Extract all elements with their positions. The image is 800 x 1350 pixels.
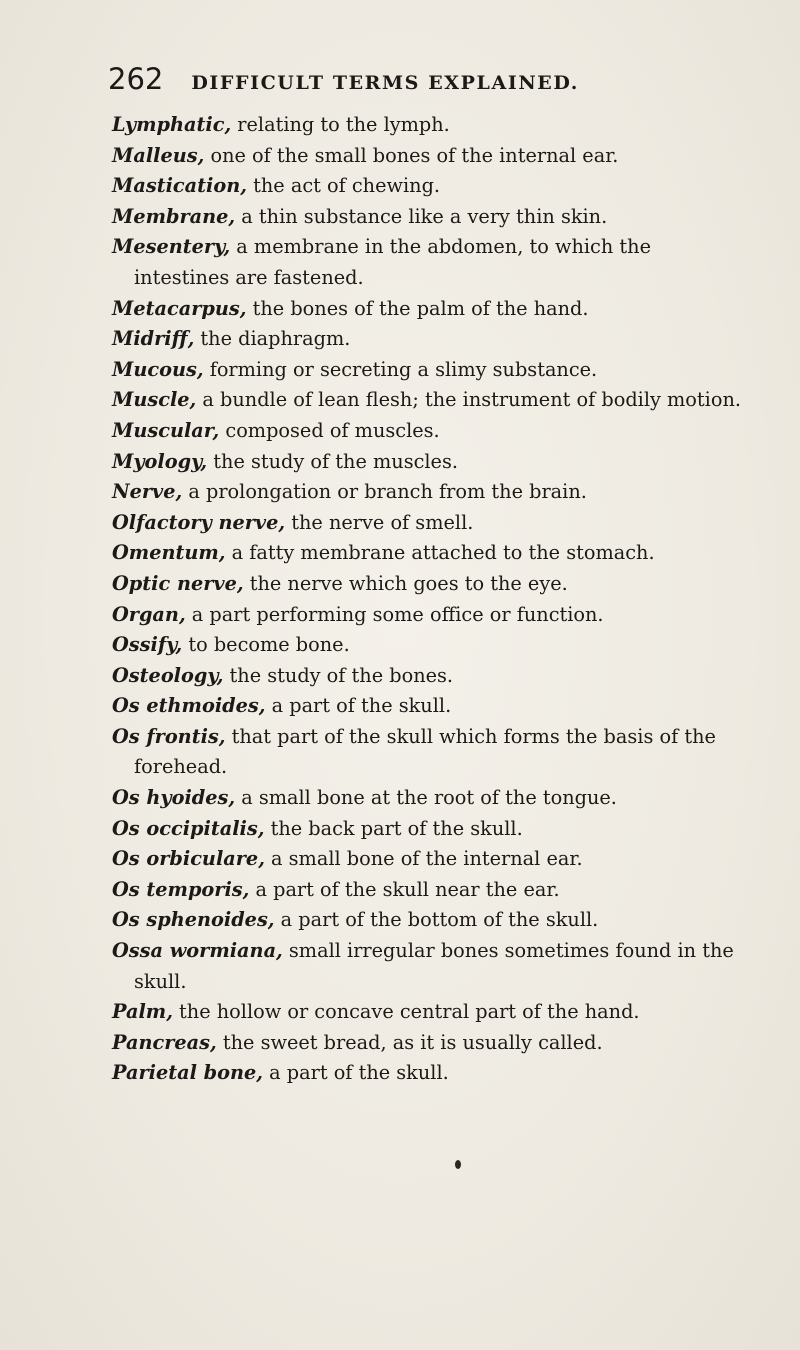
glossary-entry — [112, 783, 742, 814]
glossary-entry — [112, 814, 742, 845]
glossary-entry — [112, 294, 742, 325]
entry-definition: the back part of the skull. — [264, 816, 523, 840]
entry-term: Omentum, — [112, 541, 226, 565]
entry-term: Myology, — [112, 449, 208, 473]
entry-definition: small irregular bones sometimes found in the skull. — [134, 939, 734, 993]
glossary-entry — [112, 905, 742, 936]
entry-definition: the study of the muscles. — [207, 449, 458, 473]
entry-term: Metacarpus, — [112, 296, 247, 320]
entry-definition: to become bone. — [182, 633, 350, 657]
entry-definition: a part performing some office or function. — [185, 602, 604, 626]
glossary-entry — [112, 661, 742, 692]
entry-definition: the study of the bones. — [223, 663, 454, 687]
page-number: 262 — [108, 62, 164, 96]
entry-term: Optic nerve, — [112, 571, 244, 595]
entry-term: Os temporis, — [112, 877, 250, 901]
entry-term: Olfactory nerve, — [112, 510, 286, 534]
glossary-entry — [112, 722, 742, 783]
entry-definition: relating to the lymph. — [231, 113, 450, 136]
glossary-entry — [112, 355, 742, 386]
entry-term: Midriff, — [112, 327, 195, 351]
entry-term: Os ethmoides, — [112, 694, 266, 718]
glossary-entry — [112, 600, 742, 631]
glossary-list — [112, 110, 742, 1089]
glossary-entry — [112, 416, 742, 447]
entry-definition: the hollow or concave central part of the hand. — [172, 1000, 640, 1024]
entry-definition: a part of the skull. — [265, 694, 452, 718]
glossary-entry — [112, 232, 742, 293]
glossary-entry — [112, 324, 742, 355]
glossary-entry — [112, 691, 742, 722]
glossary-entry — [112, 171, 742, 202]
entry-definition: composed of muscles. — [219, 418, 440, 442]
entry-definition: a small bone at the root of the tongue. — [235, 786, 617, 810]
entry-term: Os occipitalis, — [112, 816, 265, 840]
entry-definition: a part of the skull near the ear. — [249, 877, 560, 901]
entry-term: Osteology, — [112, 663, 224, 687]
entry-definition: the bones of the palm of the hand. — [246, 296, 589, 320]
entry-definition: a part of the bottom of the skull. — [274, 908, 599, 932]
entry-term: Palm, — [112, 1000, 173, 1024]
entry-term: Organ, — [112, 602, 186, 626]
entry-definition: the sweet bread, as it is usually called. — [216, 1030, 603, 1054]
entry-definition: a part of the skull. — [263, 1061, 449, 1085]
glossary-entry — [112, 202, 742, 233]
entry-definition: the nerve of smell. — [285, 510, 474, 534]
entry-term: Ossify, — [112, 633, 183, 657]
glossary-entry — [112, 508, 742, 539]
entry-definition: a prolongation or branch from the brain. — [182, 480, 587, 504]
entry-term: Os orbiculare, — [112, 847, 265, 871]
running-title: DIFFICULT TERMS EXPLAINED. — [191, 72, 579, 94]
glossary-entry — [112, 141, 742, 172]
glossary-entry — [112, 569, 742, 600]
glossary-entry — [112, 997, 742, 1028]
glossary-entry — [112, 844, 742, 875]
entry-definition: a membrane in the abdomen, to which the intestines are fastened. — [134, 235, 651, 289]
glossary-entry — [112, 1058, 742, 1089]
entry-term: Ossa wormiana, — [112, 939, 283, 963]
glossary-entry — [112, 538, 742, 569]
entry-term: Mastication, — [112, 174, 247, 198]
entry-definition: a small bone of the internal ear. — [264, 847, 583, 871]
ink-speck — [455, 1160, 461, 1169]
entry-definition: the nerve which goes to the eye. — [243, 571, 568, 595]
glossary-entry — [112, 875, 742, 906]
glossary-entry — [112, 447, 742, 478]
glossary-entry — [112, 385, 742, 416]
entry-definition: the diaphragm. — [194, 327, 351, 351]
entry-definition: a thin substance like a very thin skin. — [235, 204, 608, 228]
entry-term: Mucous, — [112, 357, 204, 381]
entry-term: Os frontis, — [112, 724, 226, 748]
entry-definition: forming or secreting a slimy substance. — [203, 357, 598, 381]
entry-term: Os hyoides, — [112, 786, 236, 810]
entry-term: Pancreas, — [112, 1030, 217, 1054]
entry-term: Muscle, — [112, 388, 197, 412]
glossary-entry — [112, 110, 742, 141]
entry-term: Nerve, — [112, 480, 183, 504]
entry-term: Lymphatic, — [112, 113, 232, 136]
entry-term: Membrane, — [112, 204, 236, 228]
entry-term: Os sphenoides, — [112, 908, 275, 932]
entry-definition: one of the small bones of the internal ear. — [204, 143, 619, 167]
glossary-entry — [112, 1028, 742, 1059]
entry-term: Malleus, — [112, 143, 205, 167]
entry-term: Mesentery, — [112, 235, 231, 259]
entry-term: Muscular, — [112, 418, 220, 442]
page-header — [108, 62, 728, 106]
entry-definition: a fatty membrane attached to the stomach. — [225, 541, 655, 565]
entry-term: Parietal bone, — [112, 1061, 264, 1085]
glossary-entry — [112, 630, 742, 661]
entry-definition: a bundle of lean flesh; the instrument of bodily motion. — [196, 388, 741, 412]
glossary-entry — [112, 477, 742, 508]
entry-definition: the act of chewing. — [246, 174, 441, 198]
glossary-entry — [112, 936, 742, 997]
entry-definition: that part of the skull which forms the basis of the forehead. — [134, 724, 716, 779]
